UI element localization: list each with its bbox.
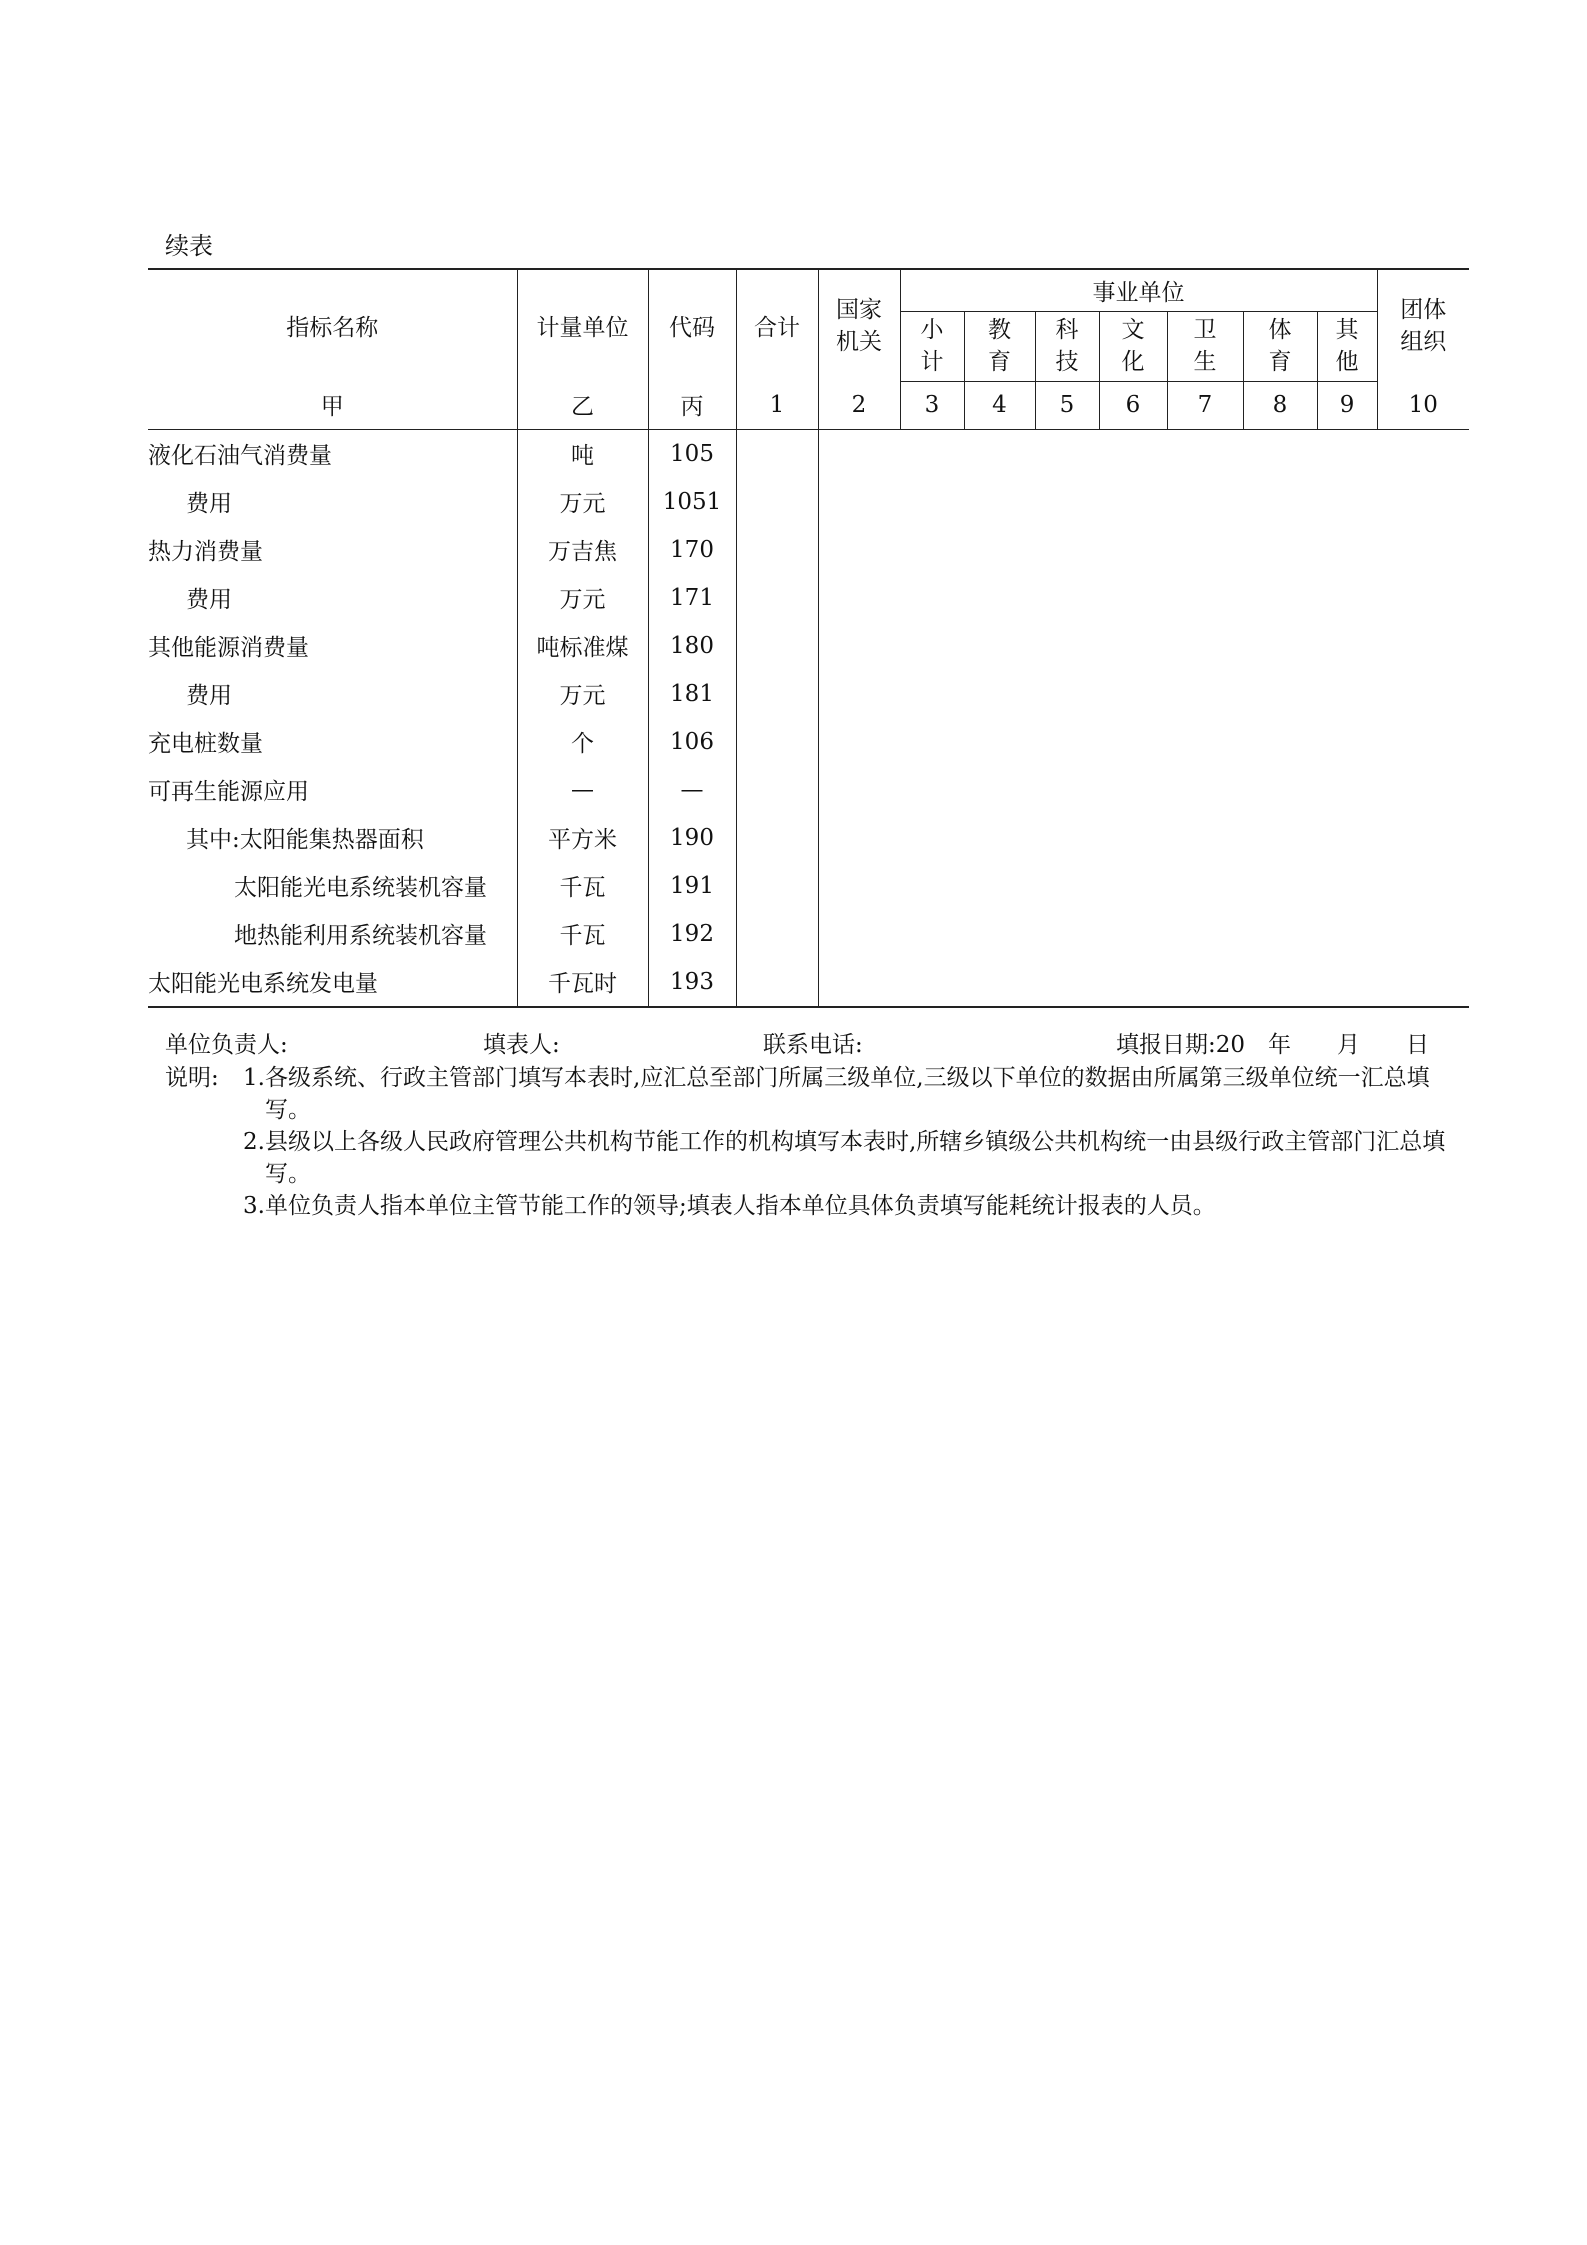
row-unit: 万元 [517,670,648,718]
row-data-area[interactable] [818,862,1469,910]
row-unit: 万吉焦 [517,526,648,574]
row-total-cell[interactable] [736,718,818,766]
row-total-cell[interactable] [736,814,818,862]
row-data-area[interactable] [818,478,1469,526]
table-row [148,622,1469,670]
row-indicator-name: 费用 [186,683,232,709]
index-cell: 10 [1377,381,1469,429]
row-total-cell[interactable] [736,478,818,526]
table-row [148,574,1469,622]
row-total-cell[interactable] [736,526,818,574]
row-total-cell[interactable] [736,766,818,814]
row-indicator-name: 太阳能光电系统装机容量 [234,875,487,901]
row-unit: — [517,766,648,814]
index-cell: 1 [736,381,818,429]
index-cell: 7 [1167,381,1243,429]
row-unit: 个 [517,718,648,766]
row-code: 180 [648,622,736,670]
header-total: 合计 [736,269,818,381]
header-sub-other: 其他 [1317,311,1377,381]
header-code: 代码 [648,269,736,381]
row-data-area[interactable] [818,814,1469,862]
note-item: 3.单位负责人指本单位主管节能工作的领导;填表人指本单位具体负责填写能耗统计报表的人员。 [243,1193,1216,1219]
row-data-area[interactable] [818,718,1469,766]
header-group-org: 团体组织 [1377,269,1469,381]
row-code: — [648,766,736,814]
row-code: 1051 [648,478,736,526]
table-row [148,429,1469,478]
table-row [148,814,1469,862]
row-indicator-name: 费用 [186,587,232,613]
row-code: 193 [648,958,736,1007]
row-code: 106 [648,718,736,766]
row-code: 181 [648,670,736,718]
row-code: 191 [648,862,736,910]
continued-label: 续表 [165,232,213,260]
row-data-area[interactable] [818,429,1469,478]
notes-title: 说明: [165,1065,219,1091]
row-data-area[interactable] [818,670,1469,718]
header-sub-subtotal: 小计 [900,311,964,381]
row-indicator-name: 液化石油气消费量 [148,443,332,469]
row-data-area[interactable] [818,910,1469,958]
row-code: 171 [648,574,736,622]
row-data-area[interactable] [818,766,1469,814]
footer-phone-label: 联系电话: [763,1032,863,1058]
row-unit: 平方米 [517,814,648,862]
header-sub-culture: 文化 [1099,311,1167,381]
row-indicator-name: 充电桩数量 [148,731,263,757]
row-total-cell[interactable] [736,670,818,718]
row-indicator-name: 地热能利用系统装机容量 [234,923,487,949]
footer-responsible-label: 单位负责人: [165,1032,288,1058]
index-cell: 6 [1099,381,1167,429]
row-unit: 万元 [517,478,648,526]
header-sub-health: 卫生 [1167,311,1243,381]
index-cell: 甲 [148,381,517,429]
index-cell: 3 [900,381,964,429]
row-code: 170 [648,526,736,574]
index-cell: 2 [818,381,900,429]
index-row [148,381,1469,429]
index-cell: 乙 [517,381,648,429]
table-row [148,910,1469,958]
row-data-area[interactable] [818,622,1469,670]
index-cell: 4 [964,381,1035,429]
index-cell: 8 [1243,381,1317,429]
note-item: 2.县级以上各级人民政府管理公共机构节能工作的机构填写本表时,所辖乡镇级公共机构统一由县级行政主管部门汇总填写。 [243,1129,1446,1187]
row-data-area[interactable] [818,526,1469,574]
row-data-area[interactable] [818,958,1469,1007]
row-code: 190 [648,814,736,862]
footer-filler-label: 填表人: [483,1032,560,1058]
row-indicator-name: 可再生能源应用 [148,779,309,805]
row-total-cell[interactable] [736,862,818,910]
header-indicator-name: 指标名称 [148,269,517,381]
table-row [148,670,1469,718]
footer-date-label: 填报日期:20 年 月 日 [1116,1032,1430,1058]
row-code: 192 [648,910,736,958]
row-total-cell[interactable] [736,910,818,958]
row-total-cell[interactable] [736,574,818,622]
table-row [148,766,1469,814]
table-row [148,526,1469,574]
header-sub-education: 教育 [964,311,1035,381]
row-total-cell[interactable] [736,622,818,670]
row-indicator-name: 热力消费量 [148,539,263,565]
table-row [148,718,1469,766]
row-unit: 千瓦 [517,910,648,958]
row-data-area[interactable] [818,574,1469,622]
header-sub-sports: 体育 [1243,311,1317,381]
row-indicator-name: 其中:太阳能集热器面积 [186,827,424,853]
row-indicator-name: 其他能源消费量 [148,635,309,661]
row-indicator-name: 费用 [186,491,232,517]
row-total-cell[interactable] [736,429,818,478]
energy-statistics-table [148,268,1469,1008]
header-unit: 计量单位 [517,269,648,381]
header-state-organ: 国家机关 [818,269,900,381]
index-cell: 丙 [648,381,736,429]
header-public-institution: 事业单位 [900,269,1377,311]
row-unit: 吨 [517,429,648,478]
row-unit: 吨标准煤 [517,622,648,670]
note-item: 1.各级系统、行政主管部门填写本表时,应汇总至部门所属三级单位,三级以下单位的数据由所属第三级单位统一汇总填写。 [243,1065,1430,1123]
row-indicator-name: 太阳能光电系统发电量 [148,958,517,1007]
header-sub-science: 科技 [1035,311,1099,381]
notes-section [165,1062,1455,1222]
row-total-cell[interactable] [736,958,818,1007]
table-row [148,958,1469,1007]
row-unit: 千瓦 [517,862,648,910]
index-cell: 5 [1035,381,1099,429]
table-row [148,478,1469,526]
index-cell: 9 [1317,381,1377,429]
row-code: 105 [648,429,736,478]
row-unit: 千瓦时 [517,958,648,1007]
row-unit: 万元 [517,574,648,622]
table-row [148,862,1469,910]
